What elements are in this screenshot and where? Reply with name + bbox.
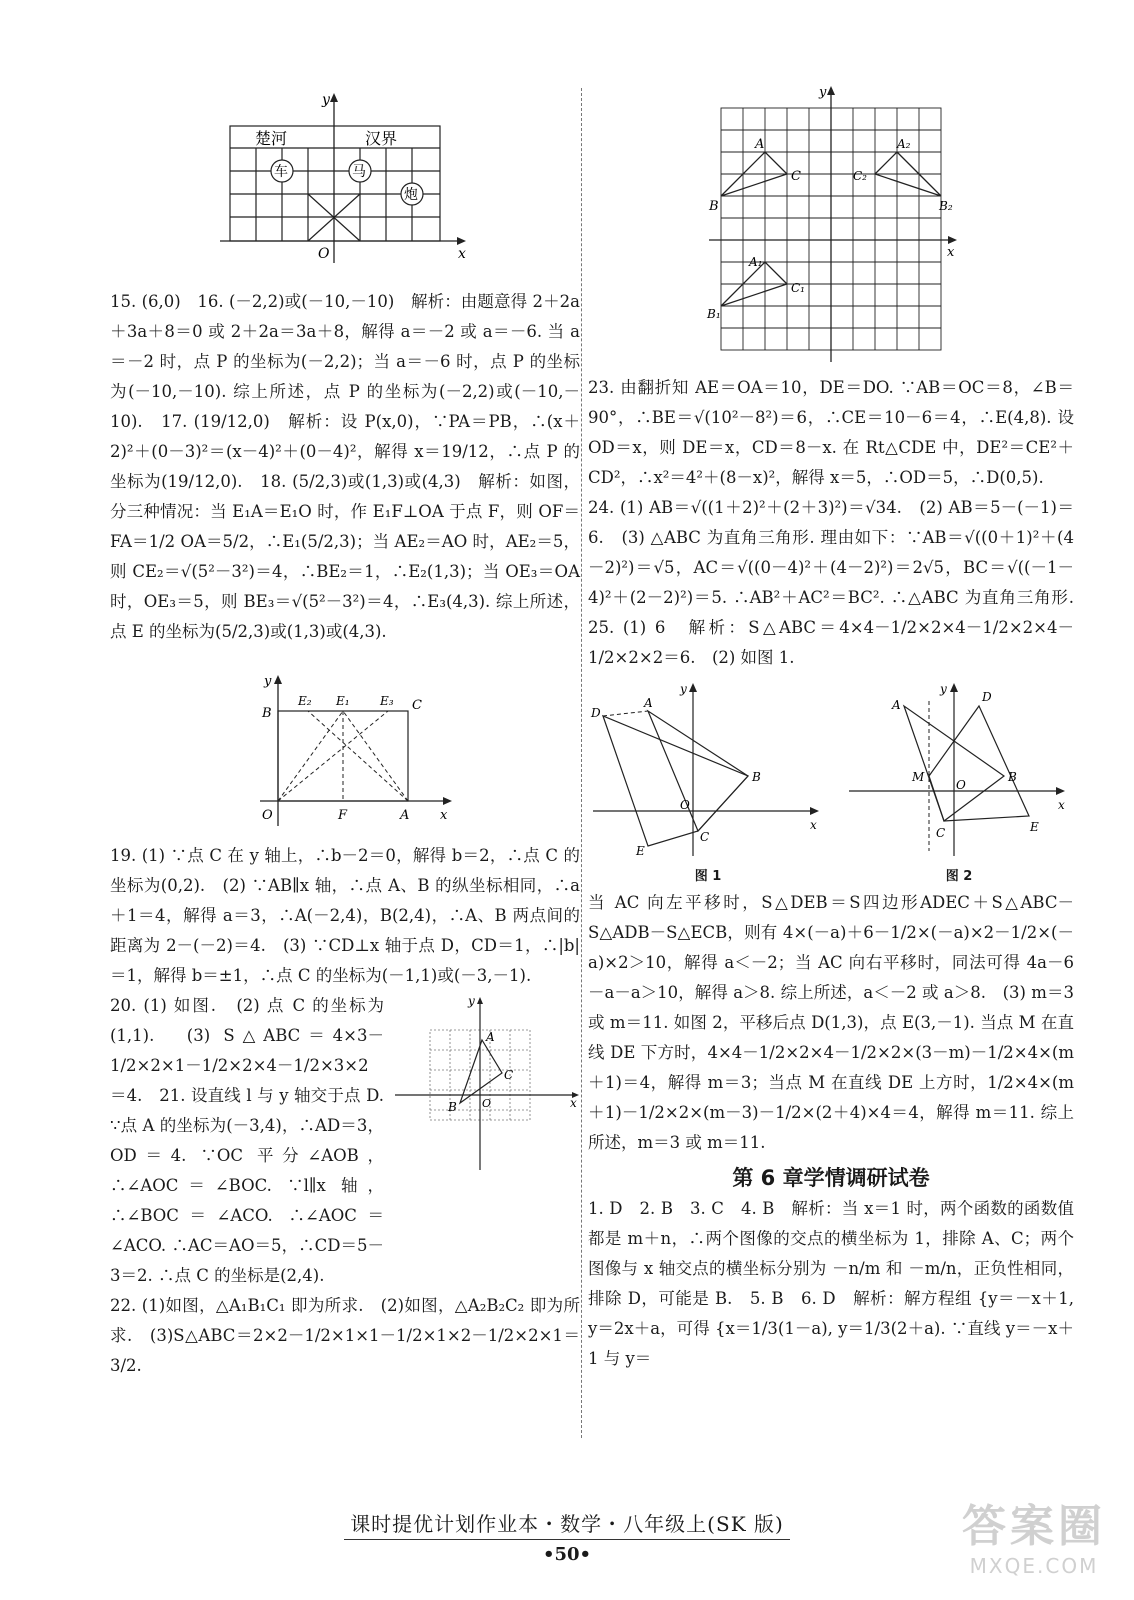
rect-f-label: F [338,808,348,823]
fig1-x-label: x [810,818,817,832]
right-column [588,85,1091,1374]
grid-c1-label: C₁ [791,281,805,295]
small-b-label: B [448,1100,457,1114]
answer-22: 22. (1)如图，△A₁B₁C₁ 即为所求. (2)如图，△A₂B₂C₂ 即为所求. (3)S△ABC＝2×2－1/2×1×1－1/2×1×2－1/2×2×1＝3/2. [110,1296,580,1375]
answers-15-18: 15. (6,0) 16. (－2,2)或(－10,－10) 解析：由题意得 2＋2a＋3a＋8＝0 或 2＋2a＝3a＋8，解得 a＝－2 或 a＝－6. 当 a＝－2 时，点 P 的坐标为(－2,2)；当 a＝－6 时，点 P 的坐标为(－10,－10). 综上所述，点 P 的坐标为(－2,2)或(－10,－10). 17. (19/12,0) 解析：设 P(x,0)，∵PA＝PB，∴(x＋2)²＋(0－3)²＝(x－4)²＋(0－4)²，解得 x＝19/12，∴点 P 的坐标为(19/12,0). 18. (5/2,3)或(1,3)或(4,3) 解析：如图，分三种情况：当 E₁A＝E₁O 时，作 E₁F⊥OA 于点 F，则 OF＝FA＝1/2 OA＝5/2，∴E₁(5/2,3)；当 AE₂＝AO 时，AE₂＝5，则 CE₂＝√(5²－3²)＝4，∴BE₂＝1，∴E₂(1,3)；当 OE₃＝OA 时，OE₃＝5，则 BE₃＝√(5²－3²)＝4，∴E₃(4,3). 综上所述，点 E 的坐标为(5/2,3)或(1,3)或(4,3). [110,292,580,641]
chu-he-label: 楚河 [255,129,288,148]
answers-24-25: 24. (1) AB＝√((1＋2)²＋(2＋3)²)＝√34. (2) AB＝5－(－1)＝6. (3) △ABC 为直角三角形. 理由如下：∵AB＝√((0＋1)²＋(4－2)²)＝√5，AC＝√((0－4)²＋(4－2)²)＝2√5，BC＝√((－1－4)²＋(2－2)²)＝5. ∴AB²＋AC²＝BC². ∴△ABC 为直角三角形. 25. (1) 6 解析：S△ABC＝4×4－1/2×2×4－1/2×2×4－1/2×2×2＝6. (2) 如图 1. [588,498,1091,667]
small-y-label: y [468,995,475,1008]
figure-2-caption: 图 2 [945,869,973,884]
reflection-grid-figure [701,82,961,367]
rect-e2-label: E₂ [298,694,312,708]
chariot-piece: 车 [274,164,288,180]
chess-x-label: x [458,246,466,262]
fig2-b-label: B [1008,770,1017,784]
grid-a2-label: A₂ [897,137,911,151]
fig1-e-label: E [636,844,645,858]
figure-1-caption: 图 1 [694,869,722,884]
fig2-m-label: M [912,770,925,784]
small-origin-label: O [482,1097,492,1110]
answer-19: 19. (1) ∵点 C 在 y 轴上，∴b－2＝0，解得 b＝2，∴点 C 的坐标为(0,2). (2) ∵AB∥x 轴，∴点 A、B 的纵坐标相同，∴a＋1＝4，解得 a＝3，∴A(－2,4)，B(2,4)，∴A、B 两点间的距离为 2－(－2)＝4. (3) ∵CD⊥x 轴于点 D，CD＝1，∴|b|＝1，解得 b＝±1，∴点 C 的坐标为(－1,1)或(－3,－1). [110,846,580,985]
small-c-label: C [504,1068,514,1082]
grid-c-label: C [791,169,801,184]
left-column [110,88,580,1381]
fig1-origin-label: O [680,798,690,812]
fig2-a-label: A [892,698,901,712]
rectangle-figure [230,671,460,831]
fig1-y-label: y [680,682,687,696]
horse-piece: 马 [352,164,366,180]
fig1-b-label: B [752,770,761,784]
chess-origin-label: O [318,246,330,262]
fig2-d-label: D [982,690,992,704]
small-x-label: x [570,1096,577,1110]
figure-1 [588,681,828,884]
rect-b-label: B [262,706,272,721]
answers-20-21: 20. (1) 如图. (2) 点 C 的坐标为(1,1). (3) S△ABC＝4×3－1/2×2×1－1/2×2×4－1/2×3×2＝4. 21. 设直线 l 与 y 轴交于点 D. ∵点 A 的坐标为(－3,4)，∴AD＝3，OD＝4. ∵OC 平分∠AOB，∴∠AOC＝∠BOC. ∵l∥x 轴，∴∠BOC＝∠ACO. ∴∠AOC＝∠ACO. ∴AC＝AO＝5，∴CD＝5－3＝2. ∴点 C 的坐标是(2,4). [110,996,384,1285]
fig2-origin-label: O [956,778,966,792]
chess-y-label: y [322,92,330,108]
fig2-c-label: C [936,826,946,840]
grid-b2-label: B₂ [939,199,953,213]
rect-e1-label: E₁ [336,694,350,708]
answer-23: 23. 由翻折知 AE＝OA＝10，DE＝DO. ∵AB＝OC＝8，∠B＝90°，∴BE＝√(10²－8²)＝6，∴CE＝10－6＝4，∴E(4,8). 设 OD＝x，则 DE＝x，CD＝8－x. 在 Rt△CDE 中，DE²＝CE²＋CD²，∴x²＝4²＋(8－x)²，解得 x＝5，∴OD＝5，∴D(0,5). [588,378,1074,487]
rect-x-label: x [440,808,448,823]
grid-b-label: B [709,199,719,214]
grid-b1-label: B₁ [707,307,721,321]
book-title: 课时提优计划作业本・数学・八年级上(SK 版) [344,1508,790,1540]
rect-e3-label: E₃ [380,694,394,708]
fig1-a-label: A [644,696,653,710]
answer-25-continued: 当 AC 向左平移时，S△DEB＝S四边形ADEC＋S△ABC－S△ADB－S△ECB，则有 4×(－a)＋6－1/2×(－a)×2－1/2×(－a)×2＞10，解得 a＜－2；当 AC 向右平移时，同法可得 4a－6－a－a＞10，解得 a＞8. 综上所述，a＜－2 或 a＞8. (3) m＝3 或 m＝11. 如图 2，平移后点 D(1,3)，点 E(3,－1). 当点 M 在直线 DE 下方时，4×4－1/2×2×4－1/2×2×(3－m)－1/2×4×(m＋1)＝4，解得 m＝3；当点 M 在直线 DE 上方时，1/2×4×(m＋1)－1/2×2×(m－3)－1/2×(2＋4)×4＝4，解得 m＝11. 综上所述，m＝3 或 m＝11. [588,893,1074,1152]
cannon-piece: 炮 [404,187,418,203]
grid-y-label: y [819,85,827,100]
chessboard-figure [210,88,480,273]
grid-a1-label: A₁ [749,255,763,269]
grid-x-label: x [947,245,955,260]
rect-origin-label: O [262,808,273,823]
fig1-d-label: D [591,706,601,720]
fig1-c-label: C [700,830,710,844]
grid-c2-label: C₂ [853,169,867,183]
han-jie-label: 汉界 [365,129,398,148]
figure-2 [844,681,1074,884]
rect-c-label: C [412,698,422,713]
watermark-url: MXQE.COM [969,1554,1099,1578]
watermark-title: 答案圈 [962,1501,1106,1552]
small-a-label: A [486,1030,495,1044]
chapter-6-test-title: 第 6 章学情调研试卷 [732,1166,930,1190]
watermark [962,1490,1106,1578]
rect-a-label: A [400,808,410,823]
rect-y-label: y [264,674,272,689]
page-number: •50• [542,1544,592,1565]
fig2-x-label: x [1058,798,1065,812]
test-answers-1-6: 1. D 2. B 3. C 4. B 解析：当 x＝1 时，两个函数的函数值都是 m＋n，∴两个图像的交点的横坐标为 1，排除 A、C；两个图像与 x 轴交点的横坐标分别为 －n/m 和 －m/n，正负性相同，排除 D，可能是 B. 5. B 6. D 解析：解方程组 {y＝－x＋1, y＝2x＋a，可得 {x＝1/3(1－a), y＝1/3(2＋a). ∵直线 y＝－x＋1 与 y＝ [588,1199,1074,1368]
fig2-e-label: E [1030,820,1039,834]
fig2-y-label: y [940,682,947,696]
grid-a-label: A [755,137,765,152]
column-divider [581,88,582,1438]
triangle-grid-figure [390,995,580,1175]
